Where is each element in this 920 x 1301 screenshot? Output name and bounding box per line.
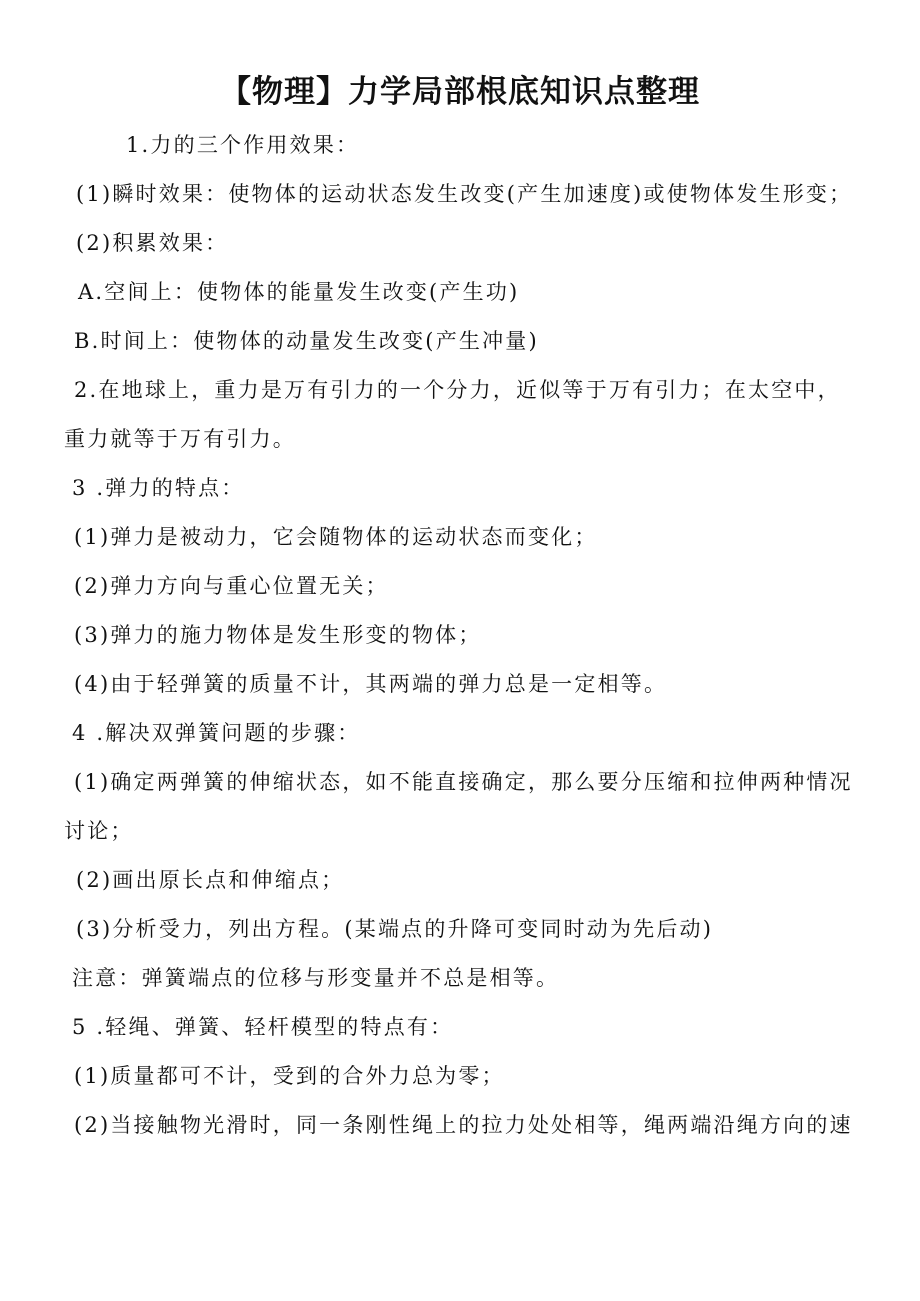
text-line: 讨论；	[64, 819, 134, 843]
text-line: 4 .解决双弹簧问题的步骤：	[72, 721, 361, 745]
text-line: (1)瞬时效果：使物体的运动状态发生改变(产生加速度)或使物体发生形变；	[76, 182, 853, 206]
text-line: 1.力的三个作用效果：	[126, 133, 360, 157]
text-line: (2)弹力方向与重心位置无关；	[74, 574, 389, 598]
text-line: (2)积累效果：	[76, 231, 229, 255]
text-line: (2)画出原长点和伸缩点；	[76, 868, 345, 892]
text-line: (1)质量都可不计，受到的合外力总为零；	[74, 1064, 505, 1088]
text-line: (1)弹力是被动力，它会随物体的运动状态而变化；	[74, 525, 598, 549]
text-line: 重力就等于万有引力。	[64, 427, 296, 451]
text-line: (3)弹力的施力物体是发生形变的物体；	[74, 623, 482, 647]
text-line: (4)由于轻弹簧的质量不计，其两端的弹力总是一定相等。	[74, 672, 668, 696]
text-line: 5 .轻绳、弹簧、轻杆模型的特点有：	[72, 1015, 454, 1039]
text-line: A.空间上：使物体的能量发生改变(产生功)	[78, 280, 520, 304]
text-line: B.时间上：使物体的动量发生改变(产生冲量)	[74, 329, 539, 353]
text-line: (1)确定两弹簧的伸缩状态，如不能直接确定，那么要分压缩和拉伸两种情况	[74, 770, 853, 794]
document-title: 【物理】力学局部根底知识点整理	[220, 74, 700, 110]
text-line: (3)分析受力，列出方程。(某端点的升降可变同时动为先后动)	[76, 917, 714, 941]
text-line: 2.在地球上，重力是万有引力的一个分力，近似等于万有引力；在太空中，	[74, 378, 841, 402]
text-line: 3 .弹力的特点：	[72, 476, 245, 500]
text-line: (2)当接触物光滑时，同一条刚性绳上的拉力处处相等，绳两端沿绳方向的速	[74, 1113, 853, 1137]
text-line: 注意：弹簧端点的位移与形变量并不总是相等。	[72, 966, 560, 990]
